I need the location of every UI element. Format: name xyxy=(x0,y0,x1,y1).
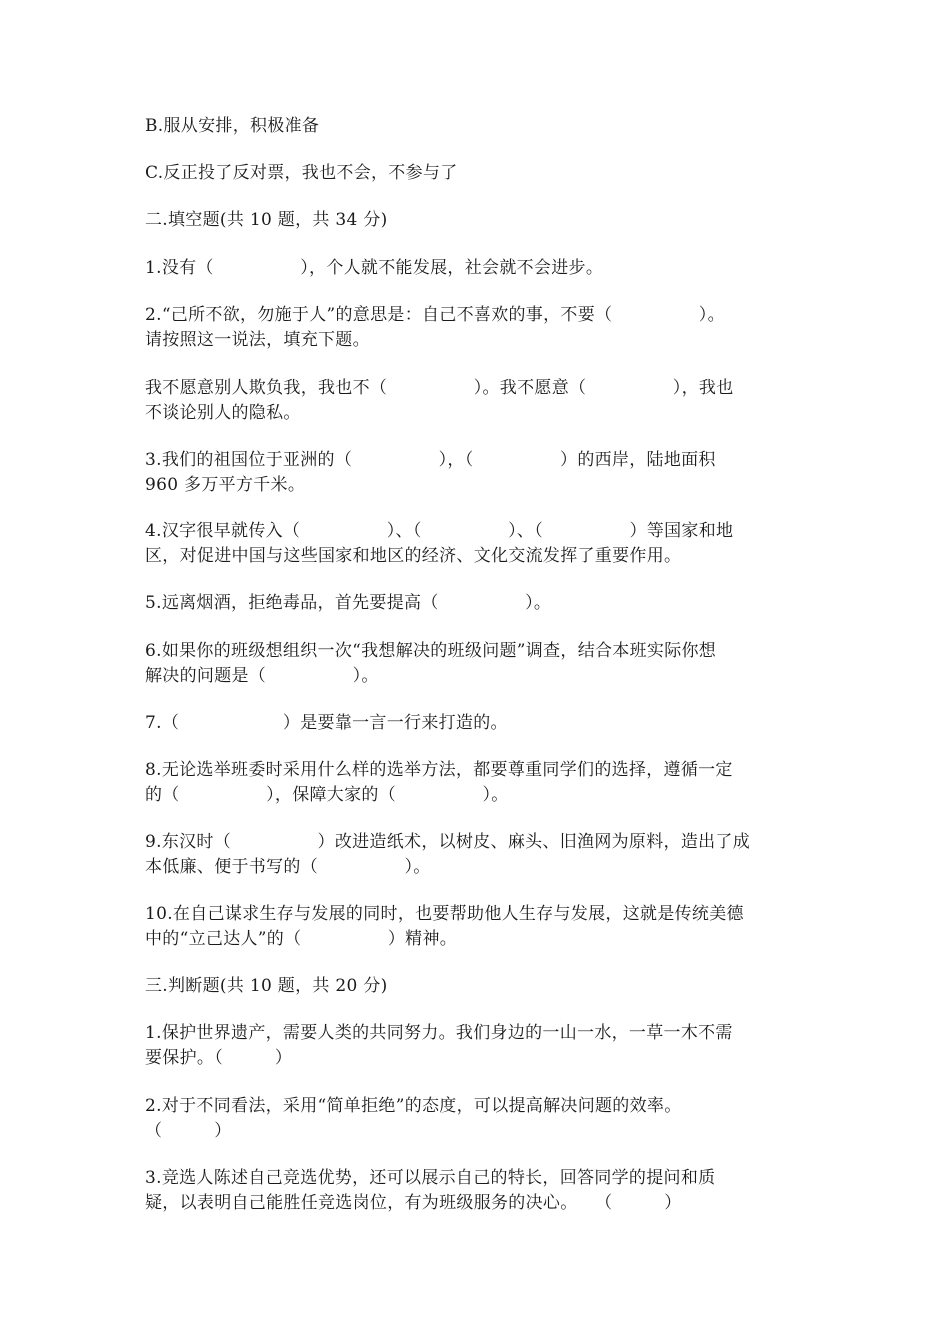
question-10-line-2: 中的“立己达人”的（ ）精神。 xyxy=(145,929,458,949)
judge-2-line-2: （ ） xyxy=(145,1121,232,1141)
judge-3-line-2: 疑，以表明自己能胜任竞选岗位，有为班级服务的决心。 （ ） xyxy=(145,1193,682,1213)
question-10-line-1: 10.在自己谋求生存与发展的同时，也要帮助他人生存与发展，这就是传统美德 xyxy=(145,904,744,924)
judge-3-line-1: 3.竞选人陈述自己竞选优势，还可以展示自己的特长，回答同学的提问和质 xyxy=(145,1168,716,1188)
question-3-line-2: 960 多万平方千米。 xyxy=(145,475,306,495)
question-9-line-2: 本低廉、便于书写的（ ）。 xyxy=(145,857,431,877)
judge-1-line-1: 1.保护世界遗产，需要人类的共同努力。我们身边的一山一水，一草一木不需 xyxy=(145,1023,733,1043)
question-6-line-1: 6.如果你的班级想组织一次“我想解决的班级问题”调查，结合本班实际你想 xyxy=(145,641,717,661)
judge-2-line-1: 2.对于不同看法，采用“简单拒绝”的态度，可以提高解决问题的效率。 xyxy=(145,1096,682,1116)
question-2-sub-line-2: 不谈论别人的隐私。 xyxy=(145,403,301,423)
judge-1-line-2: 要保护。（ ） xyxy=(145,1048,293,1068)
option-c: C.反正投了反对票，我也不会，不参与了 xyxy=(145,163,458,183)
question-6-line-2: 解决的问题是（ ）。 xyxy=(145,666,379,686)
option-b: B.服从安排，积极准备 xyxy=(145,116,320,136)
question-2-line-1: 2.“己所不欲，勿施于人”的意思是：自己不喜欢的事，不要（ ）。 xyxy=(145,305,725,325)
question-2-sub-line-1: 我不愿意别人欺负我，我也不（ ）。我不愿意（ ），我也 xyxy=(145,378,734,398)
section-title-true-false: 三.判断题(共 10 题，共 20 分) xyxy=(145,976,388,996)
section-title-fill-blank: 二.填空题(共 10 题，共 34 分) xyxy=(145,210,388,230)
question-4-line-2: 区，对促进中国与这些国家和地区的经济、文化交流发挥了重要作用。 xyxy=(145,546,682,566)
question-5-line: 5.远离烟酒，拒绝毒品，首先要提高（ ）。 xyxy=(145,593,552,613)
question-8-line-2: 的（ ），保障大家的（ ）。 xyxy=(145,785,509,805)
question-9-line-1: 9.东汉时（ ）改进造纸术，以树皮、麻头、旧渔网为原料，造出了成 xyxy=(145,832,751,852)
question-1-line: 1.没有（ ），个人就不能发展，社会就不会进步。 xyxy=(145,258,604,278)
question-8-line-1: 8.无论选举班委时采用什么样的选举方法，都要尊重同学们的选择，遵循一定 xyxy=(145,760,733,780)
question-7-line: 7.（ ）是要靠一言一行来打造的。 xyxy=(145,713,508,733)
question-3-line-1: 3.我们的祖国位于亚洲的（ ），（ ）的西岸，陆地面积 xyxy=(145,450,716,470)
question-4-line-1: 4.汉字很早就传入（ ）、（ ）、（ ）等国家和地 xyxy=(145,521,734,541)
question-2-line-2: 请按照这一说法，填充下题。 xyxy=(145,330,370,350)
